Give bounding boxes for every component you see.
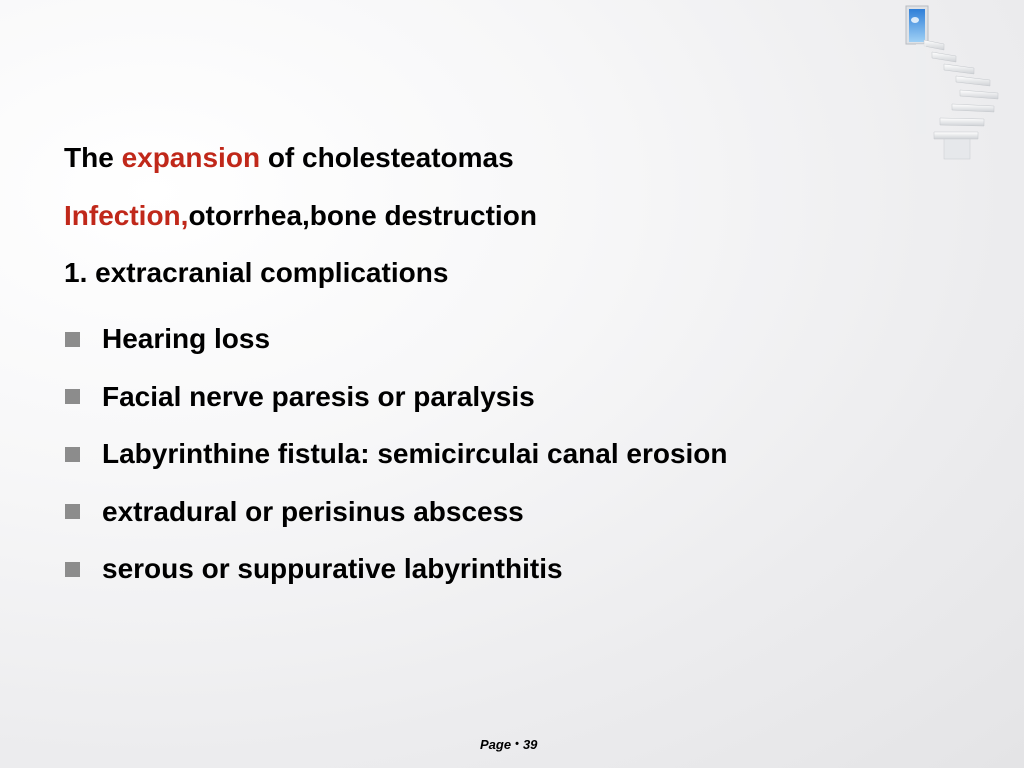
line1-text-after: of cholesteatomas [260,142,514,173]
bullet-item [64,368,964,426]
line1-accent-text: expansion [121,142,261,173]
bullet-item [64,541,964,599]
bullet-item [64,426,964,484]
bullet-text: serous or suppurative labyrinthitis [102,553,563,585]
bullet-text: Labyrinthine fistula: semicirculai canal erosion [102,438,728,470]
slide-content [64,138,964,598]
square-bullet-icon [65,332,80,347]
square-bullet-icon [65,389,80,404]
bullet-item [64,311,964,369]
page-separator: • [515,738,519,750]
square-bullet-icon [65,504,80,519]
line1-text-before: The [64,142,122,173]
square-bullet-icon [65,562,80,577]
heading-line-1 [64,138,964,196]
bullet-text: Hearing loss [102,323,271,355]
bullet-text: Facial nerve paresis or paralysis [102,380,535,412]
line2-text-after: otorrhea,bone destruction [188,199,537,231]
page-label: Page [480,737,512,752]
page-number: 39 [522,737,538,752]
bullet-item [64,483,964,541]
bullet-text: extradural or perisinus abscess [102,495,524,527]
section-heading: 1. extracranial complications [64,257,449,288]
page-footer [480,737,537,752]
heading-line-2 [64,196,964,254]
line2-accent-text: Infection, [64,199,189,231]
square-bullet-icon [65,447,80,462]
